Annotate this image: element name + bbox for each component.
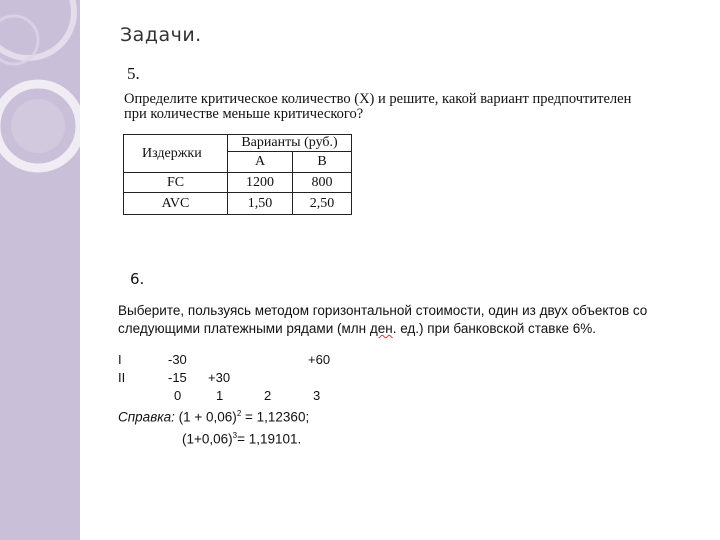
reference-1-result: = 1,12360;	[241, 409, 310, 425]
reference-2-exponent: 3	[232, 430, 238, 440]
row-value-a: 1,50	[228, 193, 293, 215]
task-5-question-line-2: при количестве меньше критического?	[124, 106, 364, 122]
task-6-number: 6.	[130, 270, 145, 288]
task-6-spellcheck-word: ден	[369, 321, 393, 336]
payment-value: +30	[208, 370, 231, 385]
sidebar-decoration-circles	[0, 0, 80, 540]
payment-row-label: II	[118, 370, 126, 385]
header-costs: Издержки	[124, 135, 228, 173]
reference-1-base: (1 + 0,06)	[178, 409, 237, 425]
reference-1-exponent: 2	[236, 409, 242, 418]
reference-line-1	[118, 405, 309, 427]
task-5-question	[124, 91, 694, 123]
reference-2-base: (1+0,06)	[182, 431, 233, 446]
header-variant-b: В	[293, 152, 352, 173]
row-label: FC	[124, 173, 228, 193]
period-number: 0	[174, 388, 182, 403]
period-number: 1	[216, 388, 224, 403]
slide-title: Задачи.	[120, 24, 202, 46]
task-6-text-line-2	[118, 320, 708, 338]
header-variants: Варианты (руб.)	[228, 135, 352, 152]
task-5-cost-table	[123, 134, 352, 215]
payment-value: -15	[168, 370, 187, 385]
payment-value: +60	[308, 352, 331, 367]
period-number: 2	[264, 388, 272, 403]
payment-value: -30	[168, 352, 187, 367]
row-label: AVC	[124, 193, 228, 215]
row-value-a: 1200	[228, 173, 293, 193]
row-value-b: 2,50	[293, 193, 352, 215]
payment-row-label: I	[118, 352, 122, 367]
reference-2-result: = 1,19101.	[237, 431, 302, 446]
reference-label: Справка:	[118, 409, 175, 425]
reference-line-2	[118, 427, 309, 449]
table-row	[124, 173, 352, 193]
period-number: 3	[313, 388, 321, 403]
decorative-sidebar	[0, 0, 80, 540]
header-variant-a: А	[228, 152, 293, 173]
task-6-reference	[118, 405, 309, 448]
task-5-question-line-1: Определите критическое количество (X) и решите, какой вариант предпочтителен	[124, 91, 632, 107]
row-value-b: 800	[293, 173, 352, 193]
task-6-text-line-2-start: следующими платежными рядами (млн	[118, 321, 370, 336]
task-6-text	[118, 302, 708, 338]
task-5-number: 5.	[127, 64, 140, 83]
table-row	[124, 193, 352, 215]
task-6-text-line-2-end: . ед.) при банковской ставке 6%.	[392, 321, 597, 336]
task-6-text-line-1: Выберите, пользуясь методом горизонтальной стоимости, один из двух объектов со	[118, 303, 648, 318]
